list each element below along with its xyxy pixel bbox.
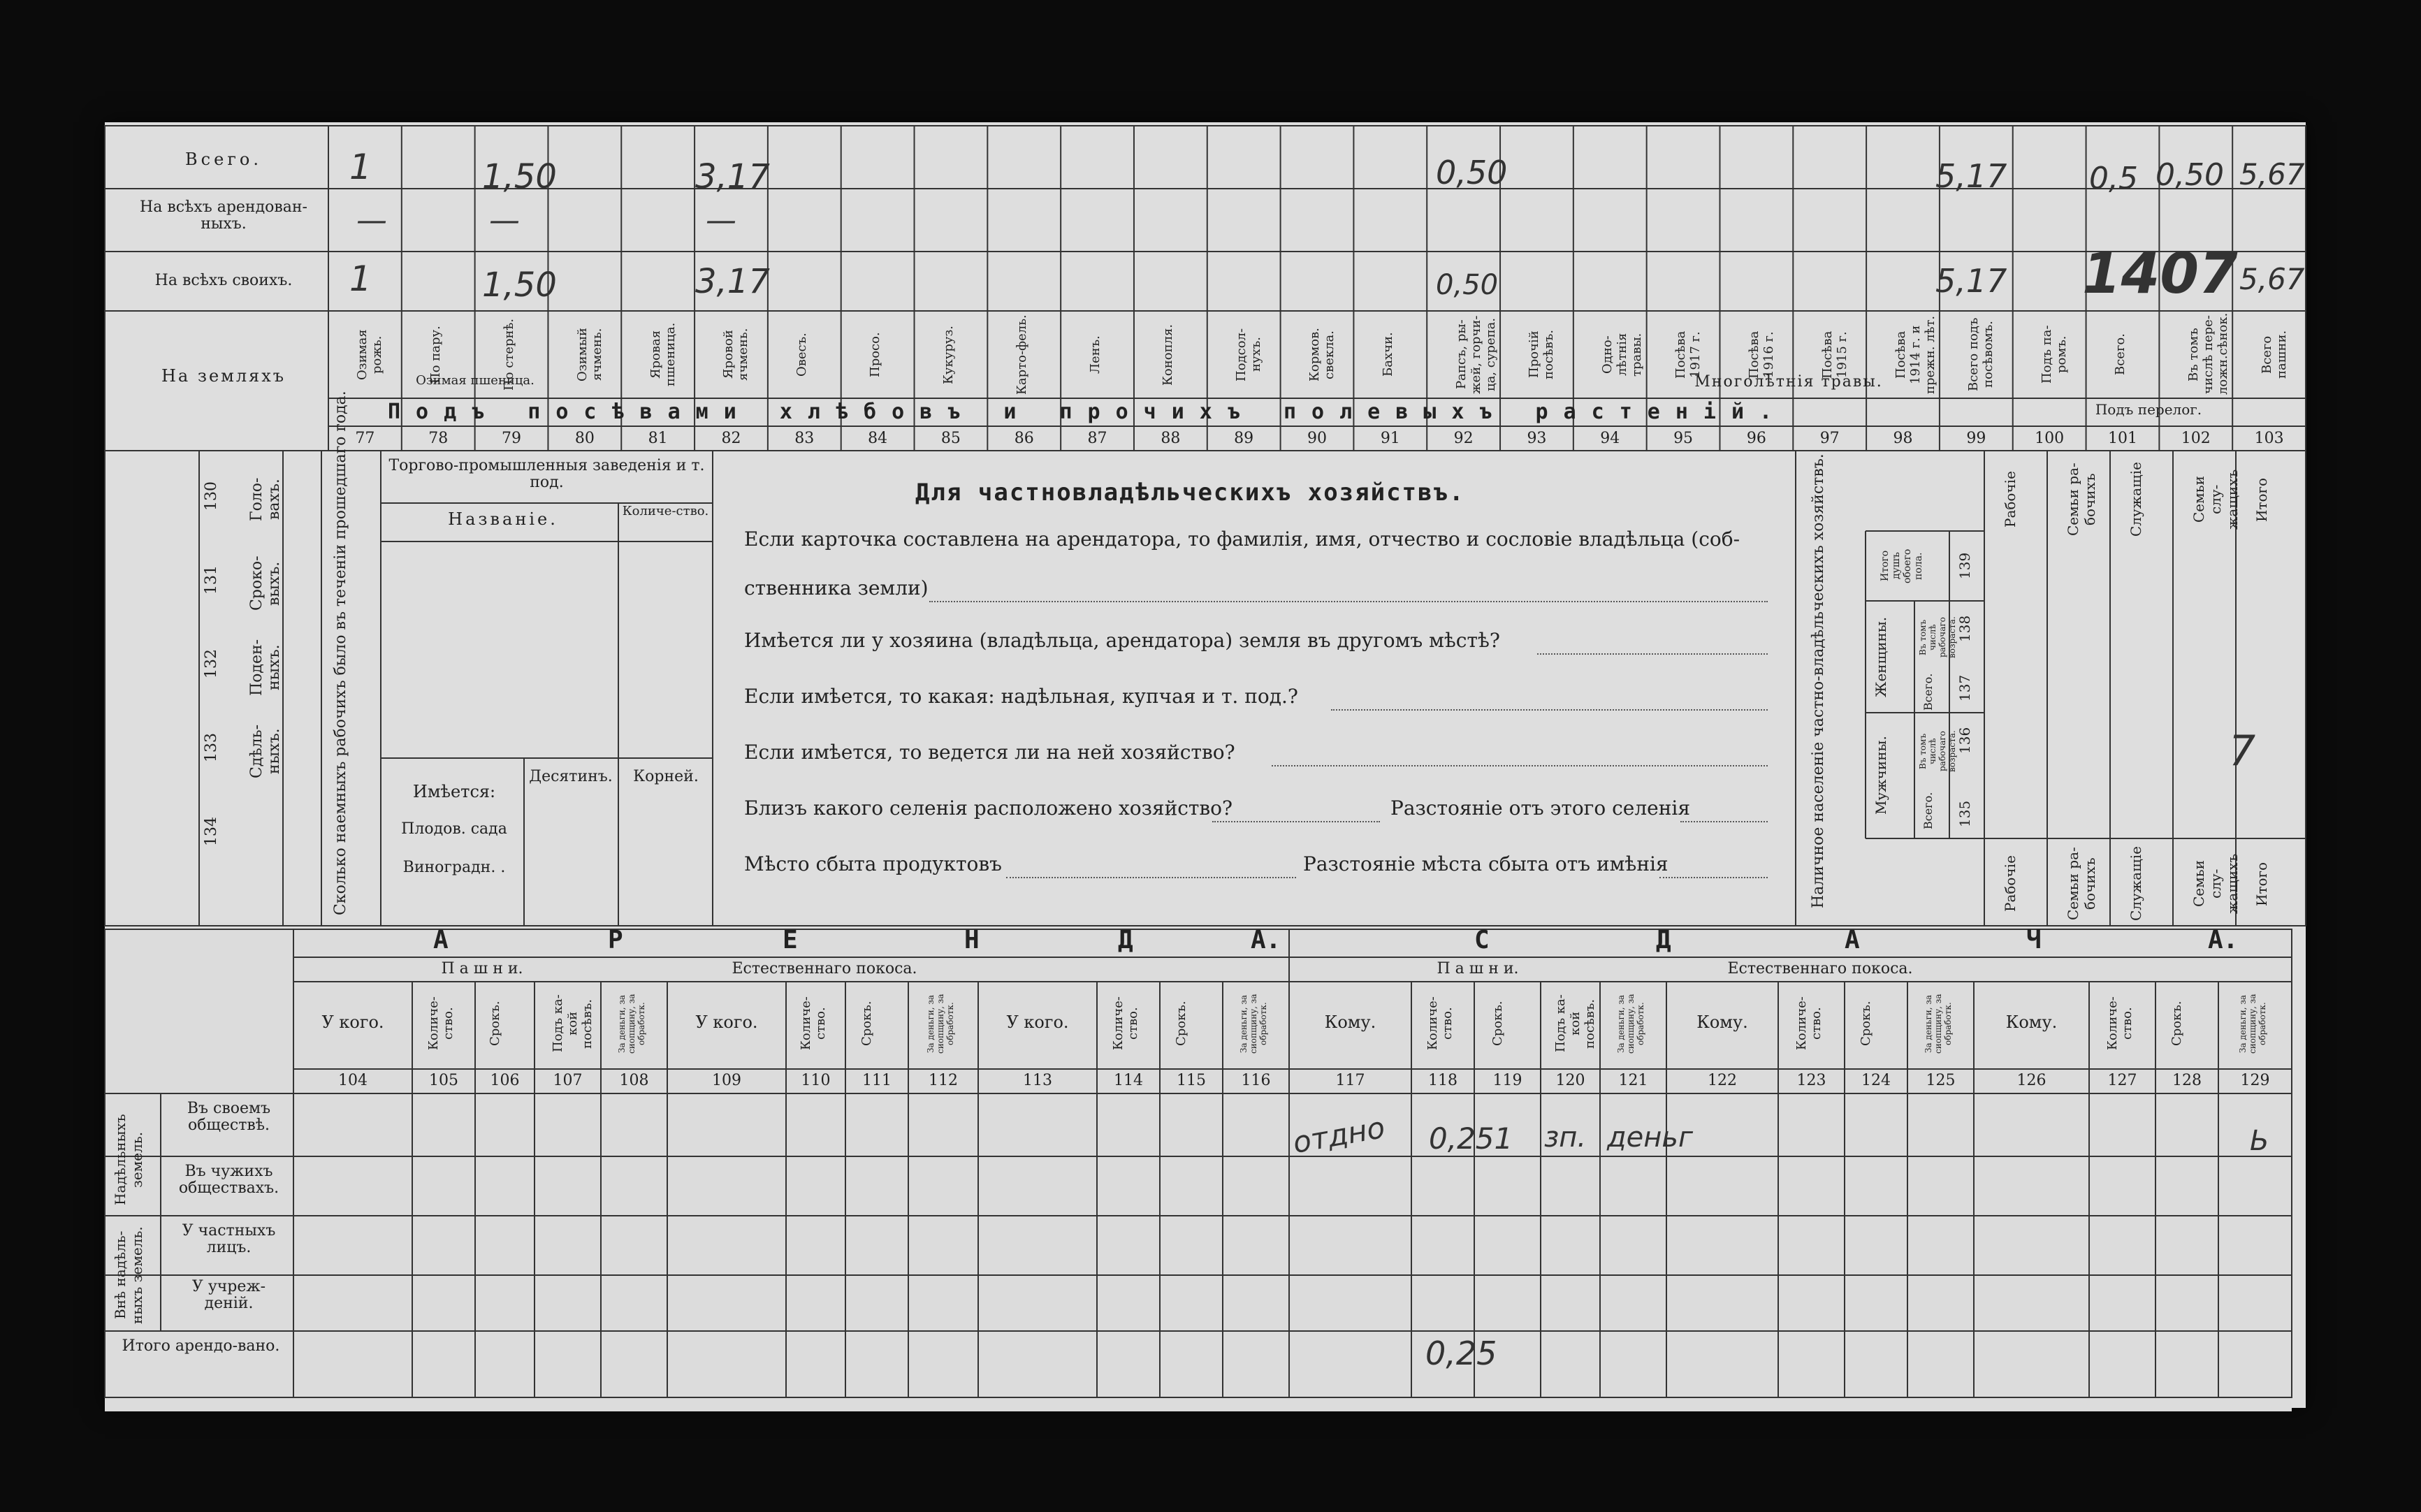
lease-col-za_dengi: За деньги, за сиопщину, за обработк. bbox=[616, 994, 646, 1054]
crop-col-number: 98 bbox=[1893, 430, 1913, 447]
lease-col-srok: Срокъ. bbox=[2169, 1001, 2184, 1047]
question-2: Имѣется ли у хозяина (владѣльца, арендатора) земля въ другомъ мѣстѣ? bbox=[744, 629, 1500, 652]
answer-line-6b[interactable] bbox=[1659, 877, 1768, 878]
crop-col-number: 101 bbox=[2107, 430, 2137, 447]
question-1a: Если карточка составлена на арендатора, то фамилія, имя, отчество и сословіе владѣльца (соб- bbox=[744, 528, 1740, 551]
lease-col-number: 115 bbox=[1177, 1072, 1206, 1089]
crop-col-label: Подсол-нухъ. bbox=[1234, 328, 1264, 381]
crop-col-label: Овесъ. bbox=[794, 333, 810, 377]
arenda-hay-label: Естественнаго покоса. bbox=[732, 960, 917, 977]
lease-who-col: Кому. bbox=[2005, 1012, 2058, 1032]
crop-col-label: По стернѣ. bbox=[502, 318, 517, 391]
lease-col-za_dengi: За деньги, за сиопщину, за обработк. bbox=[1238, 994, 1268, 1054]
lease-col-za_dengi: За деньги, за сиопщину, за обработк. bbox=[1615, 994, 1645, 1054]
lease-col-number: 108 bbox=[619, 1072, 649, 1089]
arenda-letter: Н bbox=[964, 926, 980, 954]
row-own-society: Въ своемъ обществѣ. bbox=[187, 1100, 271, 1135]
sdacha-letter: А. bbox=[2208, 926, 2239, 954]
answer-line-4[interactable] bbox=[1272, 765, 1768, 766]
row-institutions: У учреж-деній. bbox=[191, 1278, 266, 1313]
crop-col-number: 77 bbox=[355, 430, 375, 447]
crop-col-label: Посѣва 1916 г. bbox=[1746, 330, 1776, 379]
crop-col-number: 100 bbox=[2035, 430, 2065, 447]
non-nadel-land-label: Внѣ надѣль-ныхъ земель. bbox=[112, 1226, 145, 1324]
hw-total-rye: 1 bbox=[349, 147, 372, 187]
crop-col-label: Яровой ячмень. bbox=[721, 328, 751, 381]
lease-col-number: 120 bbox=[1555, 1072, 1585, 1089]
lease-col-number: 116 bbox=[1241, 1072, 1271, 1089]
worker-col-label: Сроко-выхъ. bbox=[248, 555, 283, 611]
worker-col-number: 130 bbox=[203, 481, 220, 511]
sdacha-hay-label: Естественнаго покоса. bbox=[1727, 960, 1913, 977]
lease-col-kolvo: Количе-ство. bbox=[426, 996, 456, 1051]
lease-col-number: 112 bbox=[929, 1072, 958, 1089]
lease-col-number: 106 bbox=[490, 1072, 520, 1089]
lease-col-number: 104 bbox=[338, 1072, 368, 1089]
crop-col-label: Карто-фель. bbox=[1014, 314, 1029, 395]
lease-col-number: 123 bbox=[1796, 1072, 1826, 1089]
crop-col-number: 103 bbox=[2254, 430, 2284, 447]
arenda-letter: Д bbox=[1118, 926, 1133, 954]
answer-line-1[interactable] bbox=[929, 601, 1768, 602]
hw-own-fallow-total: 1407 bbox=[2082, 241, 2238, 306]
lease-col-pod_posev: Подъ ка-кой посѣвъ. bbox=[550, 994, 595, 1053]
has-label: Имѣется: bbox=[412, 782, 496, 801]
col-135: 135 bbox=[1956, 800, 1973, 828]
lease-col-srok: Срокъ. bbox=[1174, 1001, 1188, 1047]
answer-line-5a[interactable] bbox=[1212, 821, 1380, 822]
crop-col-label: Посѣва 1915 г. bbox=[1819, 330, 1849, 379]
lease-col-srok: Срокъ. bbox=[1859, 1001, 1873, 1047]
crop-col-number: 80 bbox=[574, 430, 595, 447]
lease-col-kolvo: Количе-ство. bbox=[1111, 996, 1140, 1051]
crop-col-number: 92 bbox=[1453, 430, 1474, 447]
population-col-label-top: Рабочіе bbox=[2002, 471, 2019, 528]
worker-col-label: Голо-вахъ. bbox=[248, 477, 283, 522]
crop-col-label: Всего. bbox=[2112, 333, 2128, 376]
crop-col-label: Подъ па-ромъ. bbox=[2040, 325, 2070, 384]
crop-col-number: 93 bbox=[1527, 430, 1547, 447]
total-souls-label: Итого душъ обоего пола. bbox=[1880, 548, 1924, 583]
lease-col-number: 109 bbox=[712, 1072, 741, 1089]
crop-col-label: Яровая пшеница. bbox=[648, 322, 678, 387]
lease-col-za_dengi: За деньги, за сиопщину, за обработк. bbox=[926, 994, 955, 1054]
population-col-label-bottom: Рабочіе bbox=[2002, 855, 2019, 913]
lease-who-col: У кого. bbox=[1006, 1012, 1069, 1032]
population-col-label-top: Служащіе bbox=[2128, 462, 2144, 537]
population-col-label-top: Итого bbox=[2253, 477, 2270, 522]
garden-label: Плодов. сада bbox=[401, 820, 507, 838]
worker-col-label: Сдѣль-ныхъ. bbox=[248, 724, 283, 778]
women-total-label: Всего. bbox=[1921, 673, 1935, 711]
fallow-group-label: Подъ перелог. bbox=[2095, 401, 2202, 418]
population-col-label-top: Семьи ра-бочихъ bbox=[2065, 463, 2098, 537]
hw-total-rented: 0,25 bbox=[1425, 1335, 1497, 1372]
hw-own-stubble: 1,50 bbox=[482, 266, 557, 305]
question-4: Если имѣется, то ведется ли на ней хозяйство? bbox=[744, 741, 1235, 764]
men-label: Мужчины. bbox=[1873, 736, 1889, 815]
lease-col-srok: Срокъ. bbox=[487, 1001, 502, 1047]
perennial-grass-group-label: Многолѣтнія травы. bbox=[1694, 373, 1883, 391]
lease-col-number: 111 bbox=[862, 1072, 892, 1089]
vineyard-label: Виноградн. . bbox=[402, 859, 506, 876]
crop-col-label: Озимая рожь. bbox=[355, 329, 385, 380]
question-5a: Близъ какого селенія расположено хозяйство? bbox=[744, 797, 1233, 820]
trade-qty-col: Количе-ство. bbox=[622, 504, 709, 518]
lease-col-pod_posev: Подъ ка-кой посѣвъ. bbox=[1553, 994, 1597, 1053]
hw-rented-2: — bbox=[489, 203, 520, 238]
row-label-total: Всего. bbox=[185, 150, 262, 169]
crop-col-number: 87 bbox=[1087, 430, 1107, 447]
population-col-label-bottom: Семьи ра-бочихъ bbox=[2065, 847, 2098, 921]
lease-col-number: 110 bbox=[801, 1072, 831, 1089]
row-other-societies: Въ чужихъ обществахъ. bbox=[178, 1163, 279, 1198]
hw-own-sown: 5,17 bbox=[1935, 262, 2007, 300]
population-vertical-label: Наличное населеніе частно-владѣльческихъ хозяйствъ. bbox=[1810, 453, 1827, 908]
lease-who-col: Кому. bbox=[1324, 1012, 1376, 1032]
crop-col-number: 95 bbox=[1673, 430, 1694, 447]
arenda-letter: Е bbox=[783, 926, 798, 954]
desyatin-label: Десятинъ. bbox=[529, 768, 613, 785]
lease-col-number: 125 bbox=[1926, 1072, 1956, 1089]
hw-total-stubble: 1,50 bbox=[482, 157, 557, 196]
hw-own-rye: 1 bbox=[349, 259, 372, 299]
answer-line-2[interactable] bbox=[1537, 653, 1768, 655]
winter-wheat-group-label: Озимая пшеница. bbox=[416, 373, 535, 388]
crop-col-label: Одно-лѣтнія травы. bbox=[1600, 333, 1645, 377]
crop-col-number: 102 bbox=[2181, 430, 2211, 447]
answer-line-6a[interactable] bbox=[1006, 877, 1296, 878]
population-col-label-bottom: Итого bbox=[2253, 862, 2270, 906]
lease-col-srok: Срокъ. bbox=[1490, 1001, 1505, 1047]
crop-col-number: 79 bbox=[502, 430, 522, 447]
sdacha-letter: С bbox=[1474, 926, 1490, 954]
worker-col-number: 134 bbox=[203, 817, 220, 846]
hired-workers-vertical-label: Сколько наемныхъ рабочихъ было въ теченіи прошедшаго года. bbox=[332, 391, 349, 915]
trade-name-col: Названіе. bbox=[448, 509, 558, 529]
lease-col-number: 126 bbox=[2016, 1072, 2046, 1089]
crop-col-label: Конопля. bbox=[1161, 324, 1176, 386]
lease-col-number: 113 bbox=[1023, 1072, 1052, 1089]
crop-col-number: 94 bbox=[1600, 430, 1620, 447]
lease-col-number: 121 bbox=[1618, 1072, 1648, 1089]
col-137: 137 bbox=[1956, 674, 1973, 702]
korney-label: Корней. bbox=[633, 768, 699, 785]
crop-col-label: Прочій посѣвъ. bbox=[1527, 329, 1557, 380]
hw-own-rapeseed: 0,50 bbox=[1436, 269, 1499, 301]
worker-col-number: 131 bbox=[203, 565, 220, 595]
col-139: 139 bbox=[1956, 552, 1973, 580]
lease-col-number: 124 bbox=[1861, 1072, 1891, 1089]
crop-col-label: Рапсъ, ры-жей, горчи-ца, сурепа. bbox=[1453, 315, 1498, 394]
men-total-label: Всего. bbox=[1921, 792, 1935, 829]
question-6b: Разстояніе мѣста сбыта отъ имѣнія bbox=[1303, 852, 1668, 875]
arenda-letter: Р bbox=[608, 926, 623, 954]
crop-col-number: 88 bbox=[1161, 430, 1181, 447]
crop-col-label: Ленъ. bbox=[1087, 335, 1103, 374]
population-col-label-bottom: Семьи слу-жащихъ bbox=[2190, 853, 2241, 915]
hw-lease-1: отдно bbox=[1290, 1110, 1388, 1161]
hw-total-sown: 5,17 bbox=[1935, 157, 2007, 195]
sdacha-letter: Ч bbox=[2026, 926, 2042, 954]
crop-col-label: Всего подъ посѣвомъ. bbox=[1966, 317, 1996, 392]
lease-col-za_dengi: За деньги, за сиопщину, за обработк. bbox=[2237, 994, 2267, 1054]
lease-col-number: 122 bbox=[1708, 1072, 1737, 1089]
crop-col-number: 86 bbox=[1014, 430, 1034, 447]
hw-lease-4: деньг bbox=[1607, 1121, 1694, 1154]
lease-col-kolvo: Количе-ство. bbox=[1794, 996, 1824, 1051]
lease-who-col: У кого. bbox=[695, 1012, 758, 1032]
lease-col-srok: Срокъ. bbox=[859, 1001, 874, 1047]
col-136: 136 bbox=[1956, 727, 1973, 755]
hw-total-perelog: 0,50 bbox=[2155, 157, 2224, 193]
lease-who-col: Кому. bbox=[1696, 1012, 1748, 1032]
lease-col-number: 105 bbox=[429, 1072, 458, 1089]
question-3: Если имѣется, то какая: надѣльная, купчая и т. под.? bbox=[744, 685, 1298, 708]
worker-col-number: 132 bbox=[203, 649, 220, 678]
sdacha-letter: Д bbox=[1656, 926, 1671, 954]
crop-col-number: 90 bbox=[1307, 430, 1327, 447]
crops-band-label: Подъ посѣвами хлѣбовъ и прочихъ полевыхъ растеній. bbox=[388, 400, 1788, 424]
lease-col-kolvo: Количе-ство. bbox=[798, 996, 828, 1051]
hw-own-arable: 5,67 bbox=[2239, 262, 2305, 296]
lease-col-number: 128 bbox=[2172, 1072, 2202, 1089]
answer-line-5b[interactable] bbox=[1680, 821, 1768, 822]
population-col-label-bottom: Служащіе bbox=[2128, 846, 2144, 922]
row-label-rented: На всѣхъ арендован-ныхъ. bbox=[140, 198, 307, 233]
crop-col-number: 96 bbox=[1746, 430, 1766, 447]
hw-mark-b: Ь bbox=[2250, 1125, 2269, 1157]
crop-col-number: 91 bbox=[1380, 430, 1400, 447]
sdacha-letter: А bbox=[1845, 926, 1860, 954]
lease-col-kolvo: Количе-ство. bbox=[1425, 996, 1455, 1051]
crop-col-label: Посѣва 1917 г. bbox=[1673, 330, 1703, 379]
crop-col-label: Кормов. свекла. bbox=[1307, 328, 1337, 381]
women-label: Женщины. bbox=[1873, 616, 1889, 697]
arenda-letter: А. bbox=[1251, 926, 1281, 954]
crop-col-number: 84 bbox=[868, 430, 888, 447]
crop-col-number: 82 bbox=[721, 430, 741, 447]
lease-col-za_dengi: За деньги, за сиопщину, за обработк. bbox=[1923, 994, 1953, 1054]
lease-col-number: 119 bbox=[1492, 1072, 1522, 1089]
nadel-land-label: Надѣльныхъ земель. bbox=[112, 1114, 145, 1206]
hw-lease-3: зп. bbox=[1544, 1121, 1587, 1154]
crop-col-label: Всего пашни. bbox=[2259, 330, 2289, 379]
answer-line-3[interactable] bbox=[1331, 709, 1768, 711]
crop-col-number: 99 bbox=[1966, 430, 1986, 447]
hw-rented-1: — bbox=[356, 203, 387, 238]
lease-who-col: У кого. bbox=[321, 1012, 384, 1032]
crop-col-number: 85 bbox=[940, 430, 961, 447]
crop-col-number: 78 bbox=[428, 430, 449, 447]
col-138: 138 bbox=[1956, 615, 1973, 643]
worker-col-number: 133 bbox=[203, 733, 220, 762]
crop-col-label: Посѣва 1914 г. и прежн. лѣт. bbox=[1893, 315, 1937, 394]
question-1b: ственника земли) bbox=[744, 576, 929, 599]
lease-col-kolvo: Количе-ство. bbox=[2104, 996, 2135, 1051]
lease-col-number: 114 bbox=[1114, 1072, 1143, 1089]
crop-col-label: По пару. bbox=[428, 326, 444, 384]
row-label-on-land: На земляхъ bbox=[161, 366, 286, 386]
sdacha-arable-label: П а ш н и. bbox=[1437, 960, 1519, 977]
hw-total-arable: 5,67 bbox=[2239, 157, 2305, 191]
men-working-age-label: Въ томъ числѣ рабочаго возраста. bbox=[1918, 730, 1957, 772]
worker-col-label: Поден-ныхъ. bbox=[248, 639, 283, 696]
hw-rented-3: — bbox=[706, 203, 736, 238]
hw-total-fallow: 0,5 bbox=[2089, 161, 2138, 196]
hw-own-barley: 3,17 bbox=[695, 262, 770, 301]
question-6a: Мѣсто сбыта продуктовъ bbox=[744, 852, 1002, 875]
arenda-letter: А bbox=[433, 926, 449, 954]
population-col-label-top: Семьи слу-жащихъ bbox=[2190, 469, 2241, 530]
crop-col-label: Въ томъ числѣ пере-ложн.сѣнок. bbox=[2186, 312, 2230, 395]
row-total-rented: Итого арендо-вано. bbox=[122, 1337, 280, 1355]
lease-col-number: 107 bbox=[553, 1072, 583, 1089]
question-5b: Разстояніе отъ этого селенія bbox=[1390, 797, 1690, 820]
crop-col-number: 83 bbox=[794, 430, 815, 447]
crop-col-number: 89 bbox=[1234, 430, 1254, 447]
hw-lease-2: 0,251 bbox=[1429, 1121, 1513, 1156]
crop-col-label: Просо. bbox=[868, 332, 883, 377]
arenda-arable-label: П а ш н и. bbox=[441, 960, 523, 977]
private-section-title: Для частновладѣльческихъ хозяйствъ. bbox=[915, 479, 1465, 507]
lease-col-number: 129 bbox=[2240, 1072, 2270, 1089]
lease-col-number: 118 bbox=[1428, 1072, 1457, 1089]
hw-mark-7: 7 bbox=[2229, 727, 2256, 776]
row-label-own: На всѣхъ своихъ. bbox=[154, 272, 293, 289]
trade-header: Торгово-промышленныя заведенія и т. под. bbox=[388, 457, 705, 492]
crop-col-number: 97 bbox=[1819, 430, 1840, 447]
row-private-persons: У частныхъ лицъ. bbox=[182, 1222, 276, 1257]
hw-total-barley: 3,17 bbox=[695, 157, 770, 196]
women-working-age-label: Въ томъ числѣ рабочаго возраста. bbox=[1918, 616, 1957, 659]
crop-col-label: Кукуруз. bbox=[940, 325, 956, 384]
lease-col-number: 127 bbox=[2107, 1072, 2137, 1089]
crop-col-number: 81 bbox=[648, 430, 668, 447]
crop-col-label: Озимый ячмень. bbox=[574, 328, 604, 381]
hw-total-rapeseed: 0,50 bbox=[1436, 154, 1508, 191]
lease-col-number: 117 bbox=[1335, 1072, 1365, 1089]
crop-col-label: Бахчи. bbox=[1380, 332, 1395, 377]
